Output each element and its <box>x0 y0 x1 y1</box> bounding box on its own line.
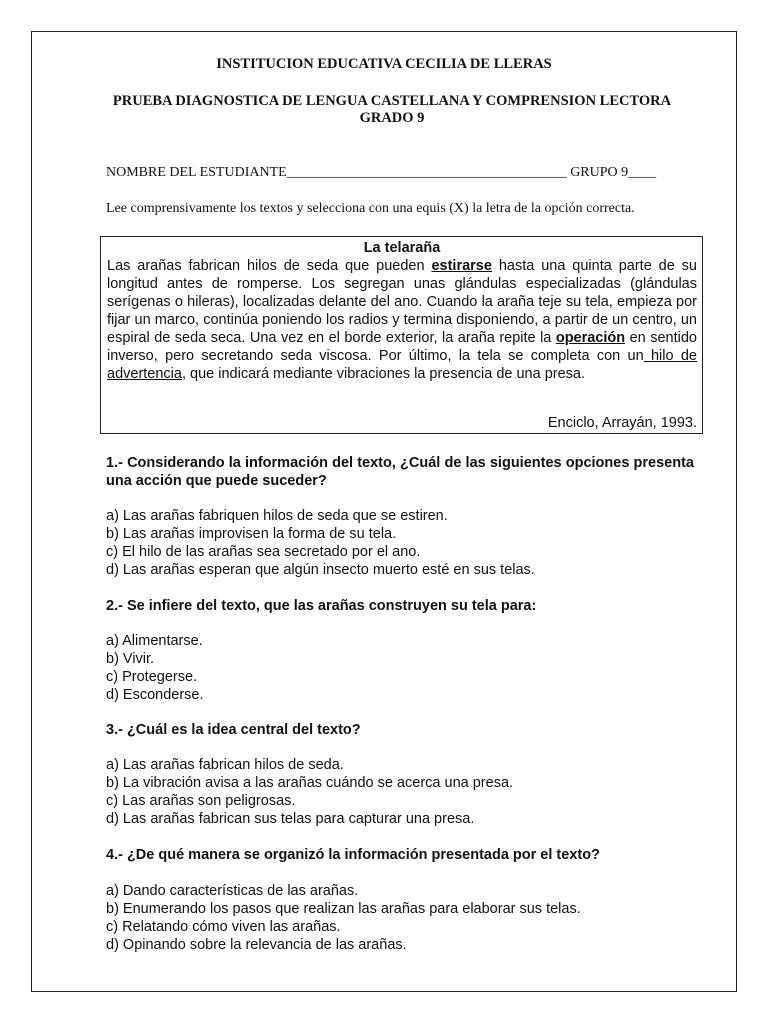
student-name-line: NOMBRE DEL ESTUDIANTE________________________________________ GRUPO 9____ <box>106 165 657 180</box>
question-4: 4.- ¿De qué manera se organizó la información presentada por el texto? <box>106 847 600 863</box>
option: d) Las arañas esperan que algún insecto muerto esté en sus telas. <box>106 562 535 578</box>
passage-text: hasta una quinta parte de su longitud antes de romperse. Los segregan unas glándulas especializadas (glándulas serígenas o hileras), localizadas delante del ano. Cuando la araña teje su tela, empieza por fijar un marco, continúa poniendo los radios y termina disponiendo, a partir de un centro, un espiral de seda seca. Una vez en el borde exterior, la araña repite la <box>107 258 697 346</box>
question-3-options <box>106 756 694 828</box>
question-1-options <box>106 507 694 579</box>
question-2: 2.- Se infiere del texto, que las arañas construyen su tela para: <box>106 598 537 614</box>
option: a) Alimentarse. <box>106 633 203 649</box>
exam-title-line: PRUEBA DIAGNOSTICA DE LENGUA CASTELLANA Y COMPRENSION LECTORA <box>112 93 672 109</box>
option: a) Las arañas fabrican hilos de seda. <box>106 757 344 773</box>
question-4-options <box>106 882 694 954</box>
keyword-estirarse: estirarse <box>431 258 492 274</box>
school-name: INSTITUCION EDUCATIVA CECILIA DE LLERAS <box>216 56 552 72</box>
passage-text: , que indicará mediante vibraciones la presencia de una presa. <box>181 366 585 382</box>
reading-passage <box>107 257 697 383</box>
option: a) Las arañas fabriquen hilos de seda que se estiren. <box>106 508 448 524</box>
option: c) Protegerse. <box>106 669 198 685</box>
option: a) Dando características de las arañas. <box>106 883 359 899</box>
document-page <box>31 31 737 992</box>
passage-text: en sentido inverso, pero secretando seda viscosa. Por último, la tela se completa con un <box>107 330 697 364</box>
reading-box <box>100 236 703 434</box>
option: d) Opinando sobre la relevancia de las arañas. <box>106 937 407 953</box>
keyword-hilo-de-advertencia: hilo de advertencia <box>107 348 697 382</box>
option: c) Relatando cómo viven las arañas. <box>106 919 341 935</box>
question-2-options <box>106 632 694 704</box>
instructions: Lee comprensivamente los textos y selecciona con una equis (X) la letra de la opción correcta. <box>106 201 635 216</box>
option: b) Las arañas improvisen la forma de su tela. <box>106 526 397 542</box>
exam-title <box>92 93 692 127</box>
grade-line: GRADO 9 <box>359 110 425 126</box>
option: c) Las arañas son peligrosas. <box>106 793 296 809</box>
question-1: 1.- Considerando la información del texto, ¿Cuál de las siguientes opciones presenta una acción que puede suceder? <box>106 455 694 489</box>
option: b) Enumerando los pasos que realizan las arañas para elaborar sus telas. <box>106 901 581 917</box>
passage-text: Las arañas fabrican hilos de seda que pueden <box>107 258 432 274</box>
reading-title: La telaraña <box>363 240 441 256</box>
option: b) Vivir. <box>106 651 155 667</box>
option: b) La vibración avisa a las arañas cuándo se acerca una presa. <box>106 775 514 791</box>
reading-source: Enciclo, Arrayán, 1993. <box>547 415 697 431</box>
option: d) Esconderse. <box>106 687 204 703</box>
question-3: 3.- ¿Cuál es la idea central del texto? <box>106 722 361 738</box>
option: c) El hilo de las arañas sea secretado por el ano. <box>106 544 421 560</box>
keyword-operacion: operación <box>555 330 626 346</box>
option: d) Las arañas fabrican sus telas para capturar una presa. <box>106 811 475 827</box>
